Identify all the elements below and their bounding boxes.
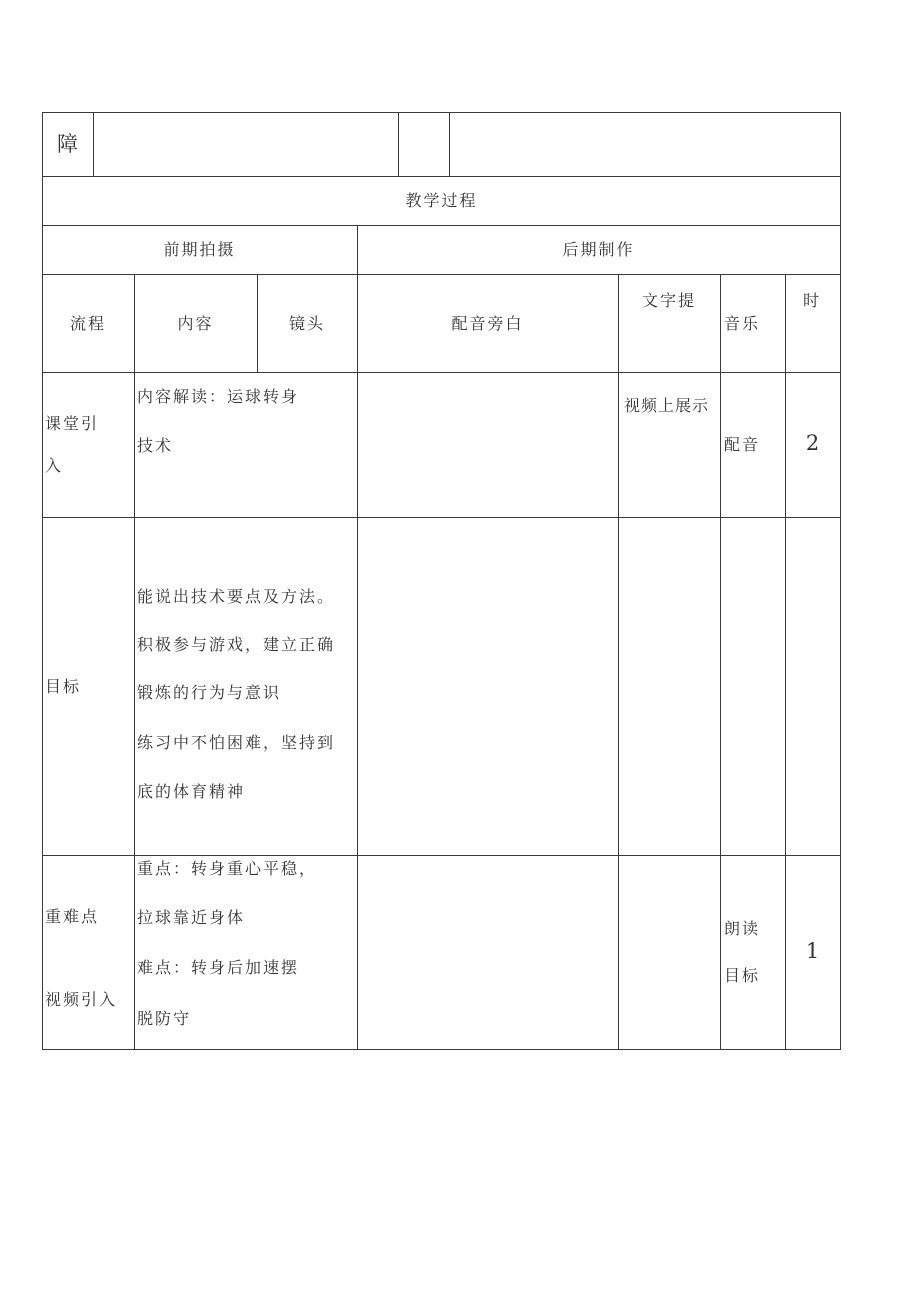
border-line [42, 855, 841, 856]
col-header-flow: 流程 [69, 314, 106, 333]
row3-content-line1: 重点：转身重心平稳， [137, 859, 318, 878]
row3-music-line1: 朗读 [724, 919, 761, 938]
row2-content-line4: 练习中不怕困难，坚持到 [137, 733, 336, 752]
row2-content-line1: 能说出技术要点及方法。 [137, 587, 336, 606]
row2-content-line2: 积极参与游戏，建立正确 [137, 635, 336, 654]
row3-content-line3: 难点：转身后加速摆 [137, 958, 300, 977]
row3-flow-line2: 视频引入 [45, 990, 118, 1009]
section-title: 教学过程 [405, 191, 478, 210]
row2-content-line3: 锻炼的行为与意识 [137, 683, 282, 702]
border-line [840, 112, 841, 1050]
row3-content-line4: 脱防守 [137, 1009, 192, 1028]
border-line [398, 112, 399, 176]
top-row-label: 障 [57, 132, 78, 156]
row1-caption: 视频上展示 [624, 396, 710, 415]
row3-time: 1 [805, 939, 820, 963]
border-line [42, 225, 841, 226]
border-line [93, 112, 94, 176]
border-line [449, 112, 450, 176]
row1-content-line2: 技术 [137, 436, 174, 455]
row1-flow-line1: 课堂引 [45, 414, 100, 433]
col-header-time: 时 [803, 291, 822, 310]
border-line [42, 517, 841, 518]
row3-music-line2: 目标 [724, 966, 761, 985]
row1-time: 2 [805, 431, 820, 455]
post-production-header: 后期制作 [562, 240, 635, 259]
col-header-music: 音乐 [724, 314, 761, 333]
border-line [785, 274, 786, 1050]
border-line [42, 1049, 841, 1050]
border-line [720, 274, 721, 1050]
row2-flow: 目标 [45, 677, 82, 696]
row1-flow-line2: 入 [45, 456, 64, 475]
col-header-shot: 镜头 [288, 314, 325, 333]
border-line [618, 274, 619, 1050]
border-line [42, 372, 841, 373]
row3-content-line2: 拉球靠近身体 [137, 908, 246, 927]
border-line [134, 274, 135, 1050]
pre-shoot-header: 前期拍摄 [163, 240, 236, 259]
col-header-voiceover: 配音旁白 [451, 314, 524, 333]
col-header-caption: 文字提 [642, 291, 697, 310]
row2-content-line5: 底的体育精神 [137, 782, 246, 801]
row1-content-line1: 内容解读：运球转身 [137, 387, 300, 406]
row1-music: 配音 [724, 435, 761, 454]
col-header-content: 内容 [177, 314, 214, 333]
row3-flow-line1: 重难点 [45, 907, 100, 926]
border-line [42, 112, 841, 113]
border-line [42, 274, 841, 275]
border-line [357, 225, 358, 1050]
border-line [42, 176, 841, 177]
